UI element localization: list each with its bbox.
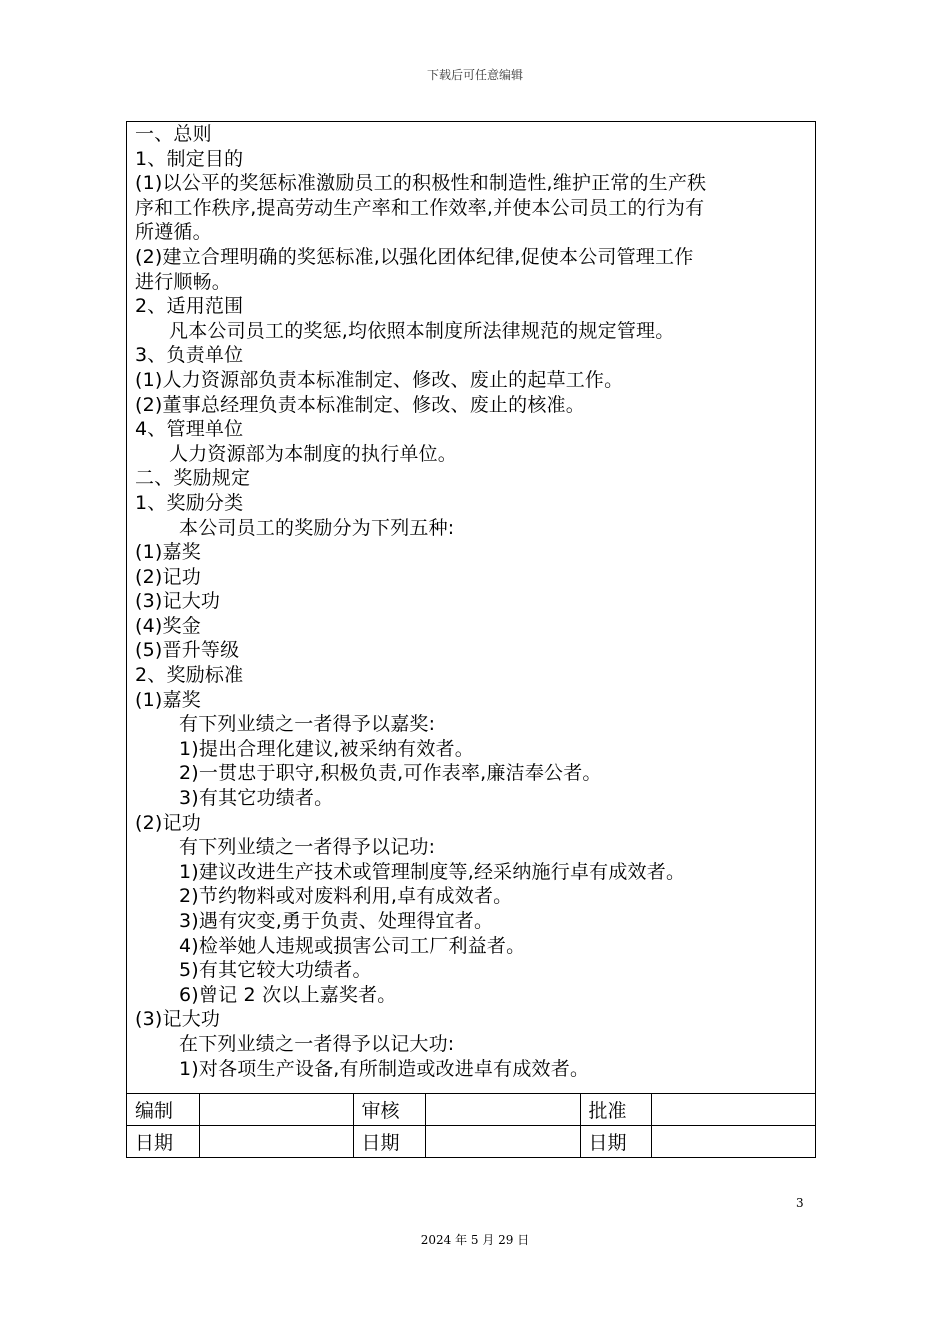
text-line: 凡本公司员工的奖惩,均依照本制度所法律规范的规定管理。 — [169, 319, 675, 342]
text-line: 4、管理单位 — [135, 418, 244, 441]
footer-date: 2024 年 5 月 29 日 — [420, 1233, 530, 1247]
header-note: 下载后可任意编辑 — [426, 68, 523, 82]
signature-table — [127, 1093, 815, 1158]
text-line: 3、负责单位 — [135, 344, 244, 367]
text-line: 2)一贯忠于职守,积极负责,可作表率,廉洁奉公者。 — [179, 762, 602, 785]
label-date-compiled: 日期 — [127, 1126, 199, 1158]
value-approved[interactable] — [651, 1094, 815, 1126]
label-compiled: 编制 — [127, 1094, 199, 1126]
text-line: 3)有其它功绩者。 — [179, 787, 334, 810]
text-line: 序和工作秩序,提高劳动生产率和工作效率,并使本公司员工的行为有 — [135, 196, 705, 219]
label-reviewed: 审核 — [353, 1094, 425, 1126]
text-line: (2)记功 — [135, 565, 201, 588]
text-line: (1)嘉奖 — [135, 688, 201, 711]
text-line: (3)记大功 — [135, 590, 221, 613]
text-line: (1)人力资源部负责本标准制定、修改、废止的起草工作。 — [135, 368, 624, 391]
text-line: (1)嘉奖 — [135, 541, 201, 564]
text-line: (2)记功 — [135, 811, 201, 834]
text-line: 1)提出合理化建议,被采纳有效者。 — [179, 737, 474, 760]
text-line: 有下列业绩之一者得予以记功: — [179, 836, 436, 859]
document-frame — [126, 121, 816, 1158]
text-line: 有下列业绩之一者得予以嘉奖: — [179, 713, 436, 736]
text-line: 本公司员工的奖励分为下列五种: — [179, 516, 455, 539]
document-body — [127, 122, 815, 1094]
text-line: (5)晋升等级 — [135, 639, 240, 662]
text-line: (4)奖金 — [135, 614, 201, 637]
label-date-reviewed: 日期 — [353, 1126, 425, 1158]
page-number: 3 — [796, 1196, 804, 1210]
label-date-approved: 日期 — [580, 1126, 651, 1158]
text-line: (3)记大功 — [135, 1008, 221, 1031]
signature-row-1 — [127, 1094, 815, 1126]
text-line: 1、奖励分类 — [135, 491, 244, 514]
text-line: 1、制定目的 — [135, 147, 244, 170]
text-line: 3)遇有灾变,勇于负责、处理得宜者。 — [179, 910, 494, 932]
label-approved: 批准 — [580, 1094, 651, 1126]
text-line: 2)节约物料或对废料利用,卓有成效者。 — [179, 885, 513, 908]
text-line: 5)有其它较大功绩者。 — [179, 959, 372, 982]
signature-row-2 — [127, 1126, 815, 1158]
text-line: 1)对各项生产设备,有所制造或改进卓有成效者。 — [179, 1057, 590, 1080]
text-line: (2)董事总经理负责本标准制定、修改、废止的核准。 — [135, 393, 585, 416]
text-line: 所遵循。 — [135, 221, 212, 244]
text-line: 4)检举她人违规或损害公司工厂利益者。 — [179, 934, 526, 957]
text-line: (2)建立合理明确的奖惩标准,以强化团体纪律,促使本公司管理工作 — [135, 245, 694, 268]
value-date-reviewed[interactable] — [425, 1126, 580, 1158]
value-date-approved[interactable] — [651, 1126, 815, 1158]
text-line: 进行顺畅。 — [135, 270, 232, 293]
text-line: 2、适用范围 — [135, 295, 244, 318]
text-line: 人力资源部为本制度的执行单位。 — [169, 442, 458, 465]
value-date-compiled[interactable] — [199, 1126, 353, 1158]
text-line: 1)建议改进生产技术或管理制度等,经采纳施行卓有成效者。 — [179, 860, 686, 883]
text-line: 2、奖励标准 — [135, 664, 244, 687]
text-line: 一、总则 — [135, 123, 212, 145]
text-line: (1)以公平的奖惩标准激励员工的积极性和制造性,维护正常的生产秩 — [135, 172, 707, 195]
text-line: 在下列业绩之一者得予以记大功: — [179, 1032, 455, 1055]
text-line: 二、奖励规定 — [135, 467, 251, 490]
value-reviewed[interactable] — [425, 1094, 580, 1126]
text-line: 6)曾记 2 次以上嘉奖者。 — [179, 983, 397, 1006]
value-compiled[interactable] — [199, 1094, 353, 1126]
